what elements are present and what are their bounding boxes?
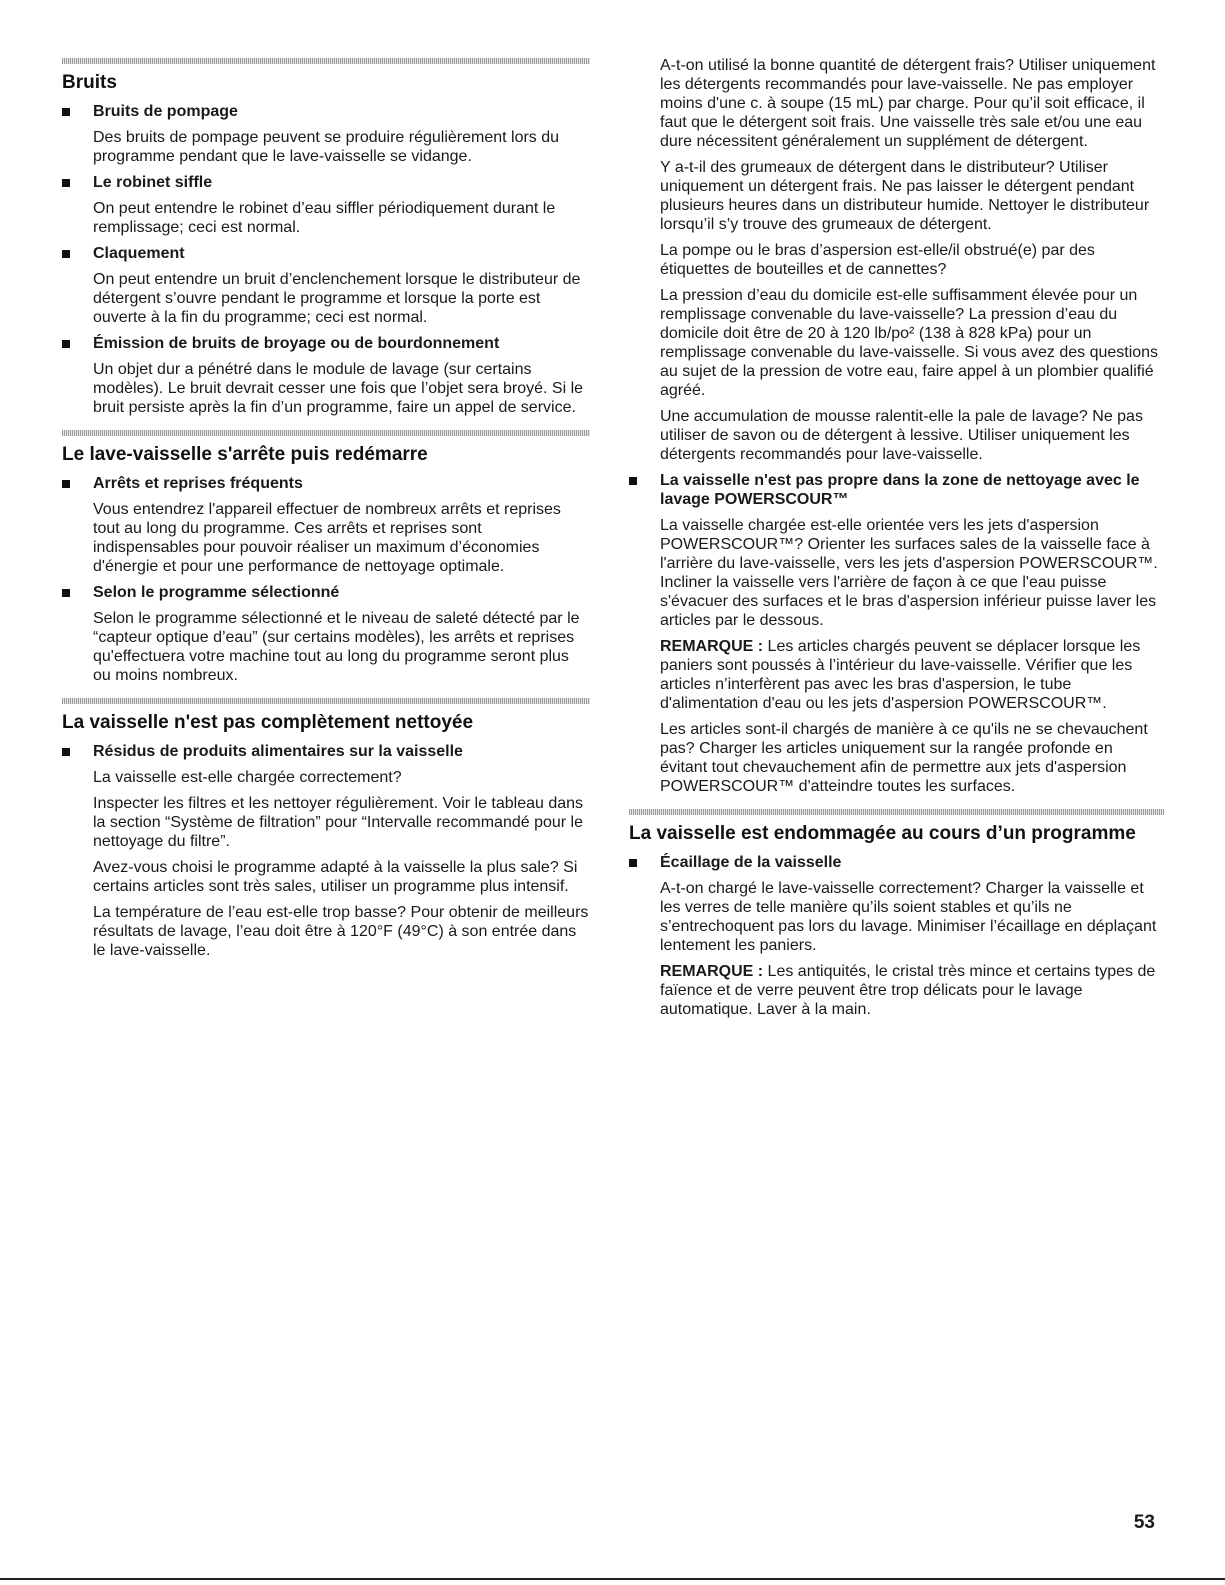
bullet-body: On peut entendre un bruit d’enclenchement lorsque le distributeur de détergent s’ouvre pendant le programme et lorsque la porte est ouverte à la fin du programme; ceci est normal. xyxy=(93,271,581,326)
bullet-title: Arrêts et reprises fréquents xyxy=(62,474,590,493)
section-heading-arrete: Le lave-vaisselle s'arrête puis redémarre xyxy=(62,444,428,465)
bullet-body: Selon le programme sélectionné et le niveau de saleté détecté par le “capteur optique d’eau” (sur certains modèles), les arrêts et reprises qu'effectuera votre machine tout au long du programme seront plus ou moins nombreux. xyxy=(93,610,580,684)
section-heading-pas-nettoyee: La vaisselle n'est pas complètement nettoyée xyxy=(62,712,474,733)
page-bottom-rule xyxy=(0,1578,1225,1580)
bullet-body: Vous entendrez l'appareil effectuer de nombreux arrêts et reprises tout au long du programme. Ces arrêts et reprises sont indispensables pour pouvoir réaliser un maximum d’économies d'énergie et pour une performance de nettoyage optimale. xyxy=(93,501,561,575)
note-text: Les antiquités, le cristal très mince et certains types de faïence et de verre peuvent être trop délicats pour le lavage automatique. Laver à la main. xyxy=(660,963,1156,1018)
body-paragraph: La pression d’eau du domicile est-elle suffisamment élevée pour un remplissage convenable du lave-vaisselle? La pression d’eau du domicile doit être de 20 à 120 lb/po² (138 à 828 kPa) pour un remplissage convenable du lave-vaisselle. Si vous avez des questions au sujet de la pression de votre eau, faire appel à un plombier qualifié agréé. xyxy=(660,287,1159,399)
bullet-body: Inspecter les filtres et les nettoyer régulièrement. Voir le tableau dans la section “Système de filtration” pour “Intervalle recommandé pour le nettoyage du filtre”. xyxy=(93,795,584,850)
note-label: REMARQUE : xyxy=(660,963,764,980)
bullet-title: La vaisselle n'est pas propre dans la zone de nettoyage avec le lavage POWERSCOUR™ xyxy=(629,471,1164,509)
body-paragraph: Une accumulation de mousse ralentit-elle la pale de lavage? Ne pas utiliser de savon ou de détergent à lessive. Utiliser uniquement les détergents recommandés pour lave-vaisselle. xyxy=(660,408,1143,463)
body-paragraph: Y a-t-il des grumeaux de détergent dans le distributeur? Utiliser uniquement un détergent frais. Ne pas laisser le détergent pendant plusieurs heures dans un distributeur humide. Nettoyer le distributeur lorsqu’il s’y trouve des grumeaux de détergent. xyxy=(660,159,1150,233)
body-paragraph: La pompe ou le bras d’aspersion est-elle/il obstrué(e) par des étiquettes de bouteilles et de cannettes? xyxy=(660,242,1095,278)
bullet-body: La vaisselle est-elle chargée correctement? xyxy=(93,769,402,786)
right-column xyxy=(629,56,1164,1026)
section-divider xyxy=(629,809,1164,815)
bullet-body: A-t-on chargé le lave-vaisselle correctement? Charger la vaisselle et les verres de telle manière qu’ils soient stables et qu’ils ne s’entrechoquent pas lors du lavage. Minimiser l’écaillage en déplaçant lentement les paniers. xyxy=(660,880,1157,954)
left-column xyxy=(62,58,590,967)
note-paragraph xyxy=(660,962,1164,1019)
note-paragraph xyxy=(660,637,1164,713)
bullet-title: Émission de bruits de broyage ou de bourdonnement xyxy=(62,334,590,353)
section-divider xyxy=(62,430,590,436)
bullet-body: On peut entendre le robinet d’eau siffler périodiquement durant le remplissage; ceci est normal. xyxy=(93,200,556,236)
bullet-title: Claquement xyxy=(62,244,590,263)
bullet-title: Le robinet siffle xyxy=(62,173,590,192)
bullet-body: Avez-vous choisi le programme adapté à la vaisselle la plus sale? Si certains articles sont très sales, utiliser un programme plus intensif. xyxy=(93,859,578,895)
bullet-title: Résidus de produits alimentaires sur la vaisselle xyxy=(62,742,590,761)
note-text: Les articles chargés peuvent se déplacer lorsque les paniers sont poussés à l’intérieur du lave-vaisselle. Vérifier que les articles n’interfèrent pas avec les bras d'aspersion, le tube d'alimentation d'eau ou les jets d'aspersion POWERSCOUR™. xyxy=(660,638,1141,712)
section-heading-bruits: Bruits xyxy=(62,72,117,93)
note-label: REMARQUE : xyxy=(660,638,764,655)
bullet-title: Selon le programme sélectionné xyxy=(62,583,590,602)
body-paragraph: A-t-on utilisé la bonne quantité de détergent frais? Utiliser uniquement les détergents recommandés pour lave-vaisselle. Ne pas employer moins d'une c. à soupe (15 mL) par charge. Pour qu’il soit efficace, il faut que le détergent soit frais. Une vaisselle très sale et/ou une eau dure nécessitent généralement un supplément de détergent. xyxy=(660,57,1156,150)
bullet-body: Un objet dur a pénétré dans le module de lavage (sur certains modèles). Le bruit devrait cesser une fois que l’objet sera broyé. Si le bruit persiste après la fin d’un programme, faire un appel de service. xyxy=(93,361,584,416)
page-number: 53 xyxy=(1133,1512,1155,1533)
section-divider xyxy=(62,58,590,64)
bullet-body: Les articles sont-il chargés de manière à ce qu'ils ne se chevauchent pas? Charger les articles uniquement sur la rangée profonde en évitant tout chevauchement afin de permettre aux jets d'aspersion POWERSCOUR™ d'atteindre toutes les surfaces. xyxy=(660,721,1148,795)
bullet-title: Bruits de pompage xyxy=(62,102,590,121)
bullet-body: La vaisselle chargée est-elle orientée vers les jets d'aspersion POWERSCOUR™? Orienter les surfaces sales de la vaisselle face à l'arrière du lave-vaisselle, vers les jets d'aspersion POWERSCOUR™. Incliner la vaisselle vers l'arrière de façon à ce que l'eau puisse s'évacuer des surfaces et le bras d'aspersion inférieur puisse laver les articles par le dessous. xyxy=(660,517,1158,629)
bullet-body: La température de l’eau est-elle trop basse? Pour obtenir de meilleurs résultats de lavage, l’eau doit être à 120°F (49°C) à son entrée dans le lave-vaisselle. xyxy=(93,904,589,959)
section-heading-endommagee: La vaisselle est endommagée au cours d’un programme xyxy=(629,823,1136,844)
bullet-body: Des bruits de pompage peuvent se produire régulièrement lors du programme pendant que le lave-vaisselle se vidange. xyxy=(93,129,560,165)
bullet-title: Écaillage de la vaisselle xyxy=(629,853,1164,872)
section-divider xyxy=(62,698,590,704)
